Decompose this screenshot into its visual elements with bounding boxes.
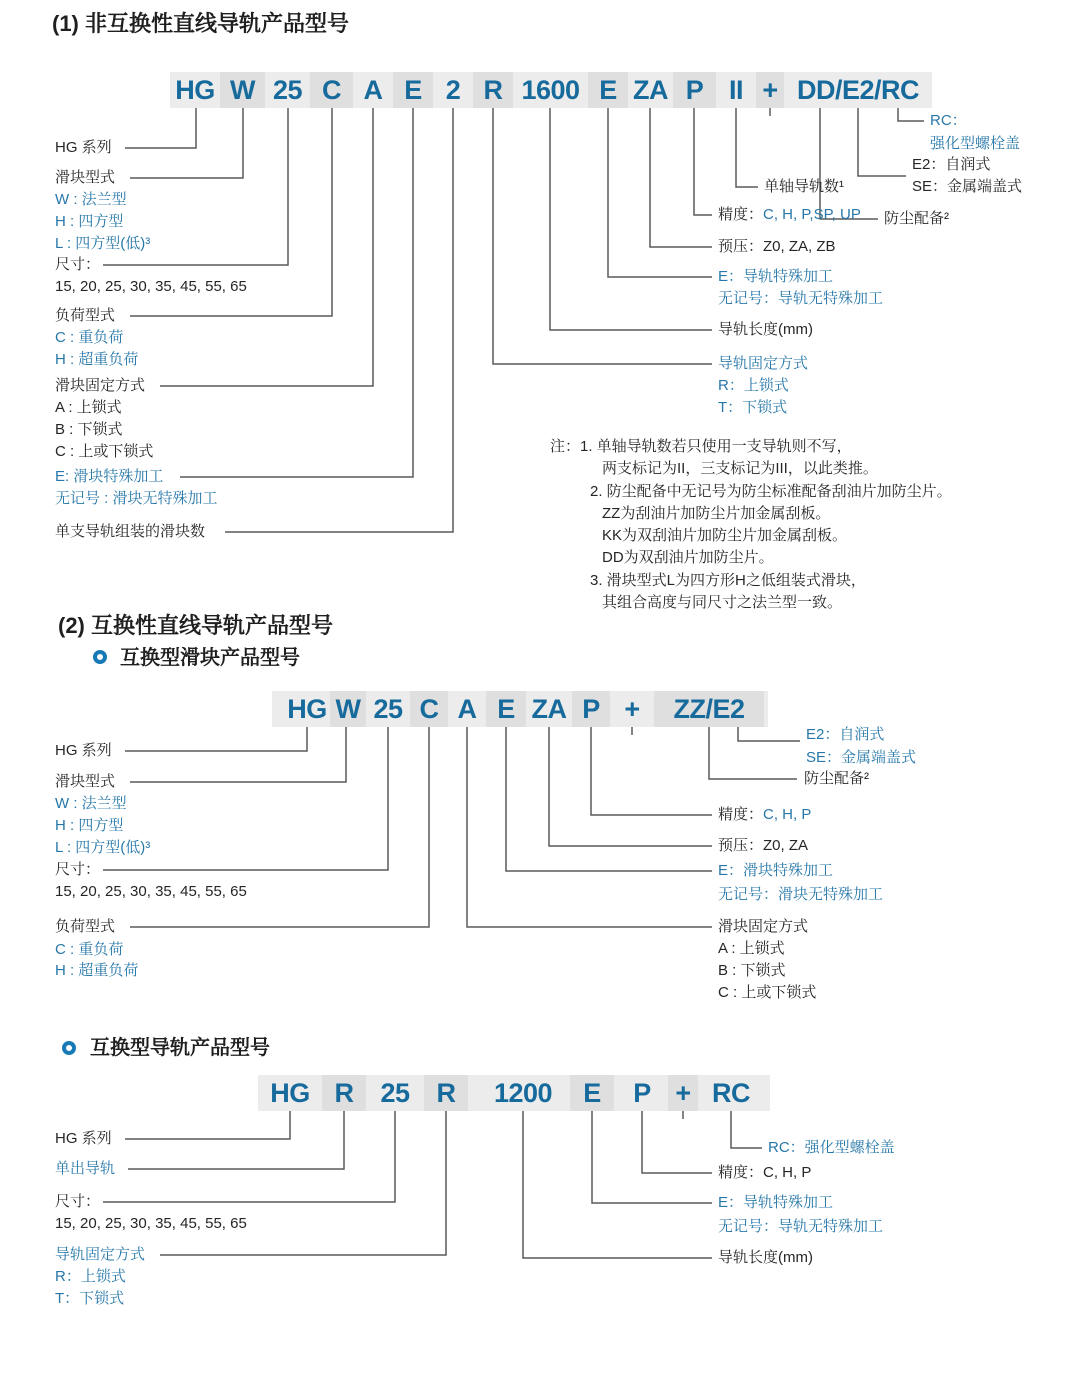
preload-label: 预压： bbox=[718, 238, 764, 255]
code-token: A bbox=[363, 75, 383, 105]
code-token: C bbox=[410, 691, 448, 727]
label-block-type-w: W : 法兰型 bbox=[55, 795, 127, 812]
code-token: 25 bbox=[272, 75, 303, 105]
label-block-type-h: H : 四方型 bbox=[55, 213, 124, 230]
label-block-clamp-b: B : 下锁式 bbox=[718, 962, 786, 979]
code-token: ZA bbox=[531, 694, 567, 724]
preload-label: 预压： bbox=[718, 837, 764, 854]
precision-values: C, H, P,SP, UP bbox=[763, 206, 861, 223]
code-token: R bbox=[473, 72, 513, 108]
label-block-count: 单支导轨组装的滑块数 bbox=[55, 523, 206, 540]
label-block-special-e: E: 滑块特殊加工 bbox=[55, 468, 164, 485]
label-size-values: 15, 20, 25, 30, 35, 45, 55, 65 bbox=[55, 278, 247, 295]
note-line: 其组合高度与同尺寸之法兰型一致。 bbox=[602, 594, 843, 611]
code-token: P bbox=[633, 1078, 651, 1108]
label-block-type-w: W : 法兰型 bbox=[55, 191, 127, 208]
precision-values: C, H, P bbox=[763, 1164, 812, 1181]
label-rc: RC：强化型螺栓盖 bbox=[768, 1139, 895, 1156]
label-precision bbox=[718, 204, 861, 226]
note-line: ZZ为刮油片加防尘片加金属刮板。 bbox=[602, 505, 831, 522]
note-line: 3. 滑块型式L为四方形H之低组装式滑块， bbox=[590, 572, 866, 589]
label-block-clamp: 滑块固定方式 bbox=[718, 918, 809, 935]
label-rail-special-none: 无记号：导轨无特殊加工 bbox=[718, 1218, 884, 1235]
label-rail-count: 单轴导轨数¹ bbox=[764, 178, 844, 195]
label-precision bbox=[718, 804, 811, 826]
code-token: + bbox=[668, 1075, 698, 1111]
label-block-clamp-c: C : 上或下锁式 bbox=[718, 984, 817, 1001]
code-token: E bbox=[588, 72, 628, 108]
code-token: + bbox=[756, 72, 784, 108]
bullet-circle-icon bbox=[62, 1041, 76, 1055]
code-token: 1600 bbox=[521, 75, 580, 105]
label-load-type: 负荷型式 bbox=[55, 918, 116, 935]
label-load-c: C : 重负荷 bbox=[55, 329, 124, 346]
preload-values: Z0, ZA, ZB bbox=[763, 238, 836, 255]
code-token: R bbox=[424, 1075, 468, 1111]
label-rail-special-none: 无记号：导轨无特殊加工 bbox=[718, 290, 884, 307]
label-block-special-none: 无记号 : 滑块无特殊加工 bbox=[55, 490, 218, 507]
code-token: W bbox=[330, 691, 366, 727]
label-load-h: H : 超重负荷 bbox=[55, 962, 139, 979]
code-token: 25 bbox=[373, 694, 403, 724]
code-token: 2 bbox=[445, 75, 461, 105]
bullet-circle-icon bbox=[93, 650, 107, 664]
code-token: C bbox=[310, 72, 353, 108]
label-block-clamp-a: A : 上锁式 bbox=[55, 399, 122, 416]
label-rail-clamp-r: R：上锁式 bbox=[718, 377, 789, 394]
label-e2: E2：自润式 bbox=[912, 156, 991, 173]
label-block-special-e: E：滑块特殊加工 bbox=[718, 862, 834, 879]
label-block-special-none: 无记号：滑块无特殊加工 bbox=[718, 886, 884, 903]
label-rail-special-e: E：导轨特殊加工 bbox=[718, 1194, 834, 1211]
code-token: E bbox=[393, 72, 433, 108]
label-dust: 防尘配备² bbox=[804, 770, 869, 787]
code-token: RC bbox=[712, 1078, 750, 1108]
label-load-type: 负荷型式 bbox=[55, 307, 116, 324]
code-token: P bbox=[673, 72, 716, 108]
precision-label: 精度： bbox=[718, 806, 764, 823]
label-block-type-h: H : 四方型 bbox=[55, 817, 124, 834]
model-code-bar-3 bbox=[258, 1075, 770, 1111]
label-load-c: C : 重负荷 bbox=[55, 941, 124, 958]
note-line: KK为双刮油片加防尘片加金属刮板。 bbox=[602, 527, 848, 544]
label-rail-clamp: 导轨固定方式 bbox=[55, 1246, 146, 1263]
code-token: P bbox=[572, 691, 610, 727]
section2-sub-rail-title: 互换型导轨产品型号 bbox=[90, 1037, 270, 1059]
label-block-type: 滑块型式 bbox=[55, 169, 116, 186]
label-size: 尺寸： bbox=[55, 256, 101, 273]
note-line: 注：1. 单轴导轨数若只使用一支导轨则不写， bbox=[550, 438, 852, 455]
precision-values: C, H, P bbox=[763, 806, 812, 823]
label-rc-line2: 强化型螺栓盖 bbox=[930, 135, 1021, 152]
code-token: ZA bbox=[633, 75, 668, 105]
code-token: R bbox=[322, 1075, 366, 1111]
model-code-bar-2 bbox=[272, 691, 768, 727]
label-hg-series: HG 系列 bbox=[55, 1130, 112, 1147]
label-block-clamp-b: B : 下锁式 bbox=[55, 421, 123, 438]
label-preload bbox=[718, 236, 836, 258]
label-rail-clamp: 导轨固定方式 bbox=[718, 355, 809, 372]
label-block-type-l: L : 四方型(低)³ bbox=[55, 235, 151, 252]
label-precision bbox=[718, 1162, 811, 1184]
preload-values: Z0, ZA bbox=[763, 837, 809, 854]
label-block-clamp: 滑块固定方式 bbox=[55, 377, 146, 394]
label-rail-clamp-t: T：下锁式 bbox=[718, 399, 788, 416]
label-single-rail: 单出导轨 bbox=[55, 1160, 116, 1177]
code-token: II bbox=[728, 75, 743, 105]
label-se: SE：金属端盖式 bbox=[912, 178, 1023, 195]
label-rc-line1: RC： bbox=[930, 112, 967, 129]
section2-title: (2) 互换性直线导轨产品型号 bbox=[58, 613, 334, 638]
label-rail-special-e: E：导轨特殊加工 bbox=[718, 268, 834, 285]
code-token: HG bbox=[287, 694, 327, 724]
label-se: SE：金属端盖式 bbox=[806, 749, 917, 766]
label-rail-length: 导轨长度(mm) bbox=[718, 1249, 813, 1266]
code-token: DD/E2/RC bbox=[796, 75, 920, 105]
code-token: HG bbox=[175, 75, 215, 105]
label-preload bbox=[718, 835, 808, 857]
label-size-values: 15, 20, 25, 30, 35, 45, 55, 65 bbox=[55, 883, 247, 900]
label-rail-clamp-t: T：下锁式 bbox=[55, 1290, 125, 1307]
code-token: + bbox=[624, 694, 640, 724]
label-block-clamp-a: A : 上锁式 bbox=[718, 940, 785, 957]
label-block-type: 滑块型式 bbox=[55, 773, 116, 790]
code-token: A bbox=[457, 694, 477, 724]
label-block-type-l: L : 四方型(低)³ bbox=[55, 839, 151, 856]
code-token: E bbox=[570, 1075, 614, 1111]
code-token: 25 bbox=[380, 1078, 410, 1108]
label-dust: 防尘配备² bbox=[884, 210, 949, 227]
section2-sub-block-title: 互换型滑块产品型号 bbox=[120, 647, 300, 669]
label-rail-clamp-r: R：上锁式 bbox=[55, 1268, 126, 1285]
label-load-h: H : 超重负荷 bbox=[55, 351, 139, 368]
label-rail-length: 导轨长度(mm) bbox=[718, 321, 813, 338]
code-token: W bbox=[220, 72, 265, 108]
label-size: 尺寸： bbox=[55, 861, 101, 878]
code-token: 1200 bbox=[493, 1078, 553, 1108]
code-token: E bbox=[486, 691, 526, 727]
label-size-values: 15, 20, 25, 30, 35, 45, 55, 65 bbox=[55, 1215, 247, 1232]
precision-label: 精度： bbox=[718, 1164, 764, 1181]
model-code-bar-1 bbox=[170, 72, 932, 108]
label-e2: E2：自润式 bbox=[806, 726, 885, 743]
note-line: DD为双刮油片加防尘片。 bbox=[602, 549, 774, 566]
note-line: 2. 防尘配备中无记号为防尘标准配备刮油片加防尘片。 bbox=[590, 483, 952, 500]
label-hg-series: HG 系列 bbox=[55, 139, 112, 156]
connectors-section3 bbox=[103, 1111, 762, 1258]
label-hg-series: HG 系列 bbox=[55, 742, 112, 759]
precision-label: 精度： bbox=[718, 206, 764, 223]
code-token: ZZ/E2 bbox=[654, 691, 764, 727]
label-block-clamp-c: C : 上或下锁式 bbox=[55, 443, 154, 460]
label-size: 尺寸： bbox=[55, 1193, 101, 1210]
section1-title: (1) 非互换性直线导轨产品型号 bbox=[52, 11, 350, 36]
code-token: HG bbox=[270, 1078, 310, 1108]
note-line: 两支标记为II，三支标记为III，以此类推。 bbox=[602, 460, 878, 477]
